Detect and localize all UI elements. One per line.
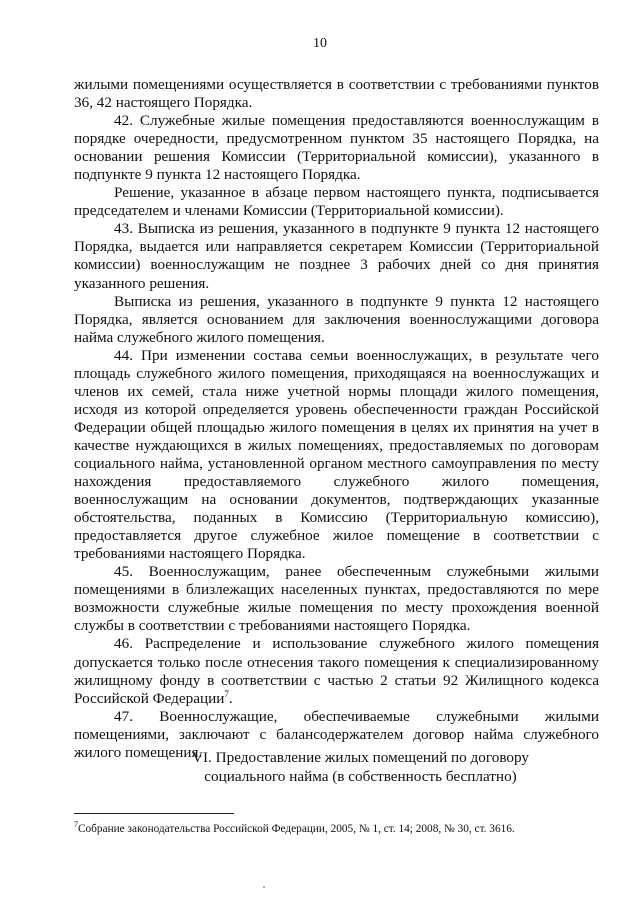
scan-speck — [263, 886, 265, 888]
paragraph-42: 42. Служебные жилые помещения предоставляются военнослужащим в порядке очередности, предусмотренном пунктом 35 настоящего Порядка, на основании решения Комиссии (Территориальной комиссии), указанного в подпункте 9 пункта 12 настоящего Порядка. — [74, 112, 599, 184]
paragraph-43-second: Выписка из решения, указанного в подпункте 9 пункта 12 настоящего Порядка, является основанием для заключения военнослужащими договора найма служебного жилого помещения. — [74, 292, 599, 346]
paragraph-43: 43. Выписка из решения, указанного в подпункте 9 пункта 12 настоящего Порядка, выдается или направляется секретарем Комиссии (Территориальной комиссии) военнослужащим не позднее 3 рабочих дней со дня принятия указанного решения. — [74, 220, 599, 292]
footnote-text: Собрание законодательства Российской Федерации, 2005, № 1, ст. 14; 2008, № 30, ст. 3616. — [78, 823, 515, 835]
paragraph-continuation: жилыми помещениями осуществляется в соответствии с требованиями пунктов 36, 42 настоящего Порядка. — [74, 76, 599, 112]
paragraph-44: 44. При изменении состава семьи военнослужащих, в результате чего площадь служебного жилого помещения, приходящаяся на военнослужащих и членов их семей, стала ниже учетной нормы площади жилого помещения, исходя из которой определяется уровень обеспеченности граждан Российской Федерации общей площадью жилого помещения в целях их принятия на учет в качестве нуждающихся в жилых помещениях, предоставляемых по договорам социального найма, установленной органом местного самоуправления по месту нахождения предоставляемого служебного жилого помещения, военнослужащим на основании документов, подтверждающих указанные обстоятельства, поданных в Комиссию (Территориальную комиссию), предоставляется другое служебное жилое помещение в соответствии с требованиями настоящего Порядка. — [74, 346, 599, 563]
paragraph-42-second: Решение, указанное в абзаце первом настоящего пункта, подписывается председателем и членами Комиссии (Территориальной комиссии). — [74, 184, 599, 220]
document-body — [74, 76, 599, 762]
paragraph-45: 45. Военнослужащим, ранее обеспеченным служебными жилыми помещениями в близлежащих населенных пунктах, предоставляются по мере возможности служебные жилые помещения по месту прохождения военной службы в соответствии с требованиями настоящего Порядка. — [74, 563, 599, 635]
footnote — [74, 822, 604, 836]
section-heading-line-2: социального найма (в собственность бесплатно) — [204, 768, 517, 785]
footnote-number: 7 — [74, 820, 78, 830]
paragraph-46-text: 46. Распределение и использование служебного жилого помещения допускается только после отнесения такого помещения к специализированному жилищному фонду в соответствии с частью 2 статьи 92 Жилищного кодекса Российской Федерации — [74, 635, 599, 707]
paragraph-46-tail: . — [228, 689, 233, 707]
footnote-separator — [74, 813, 234, 814]
page-number: 10 — [313, 36, 327, 51]
section-heading-line-1: VI. Предоставление жилых помещений по договору — [192, 749, 529, 766]
footnote-reference: 7 — [224, 688, 229, 699]
paragraph-46 — [74, 635, 599, 707]
paragraph-47: 47. Военнослужащие, обеспечиваемые служебными жилыми помещениями, заключают с балансодержателем договор найма служебного жилого помещения. — [74, 707, 599, 761]
section-heading — [74, 748, 599, 786]
